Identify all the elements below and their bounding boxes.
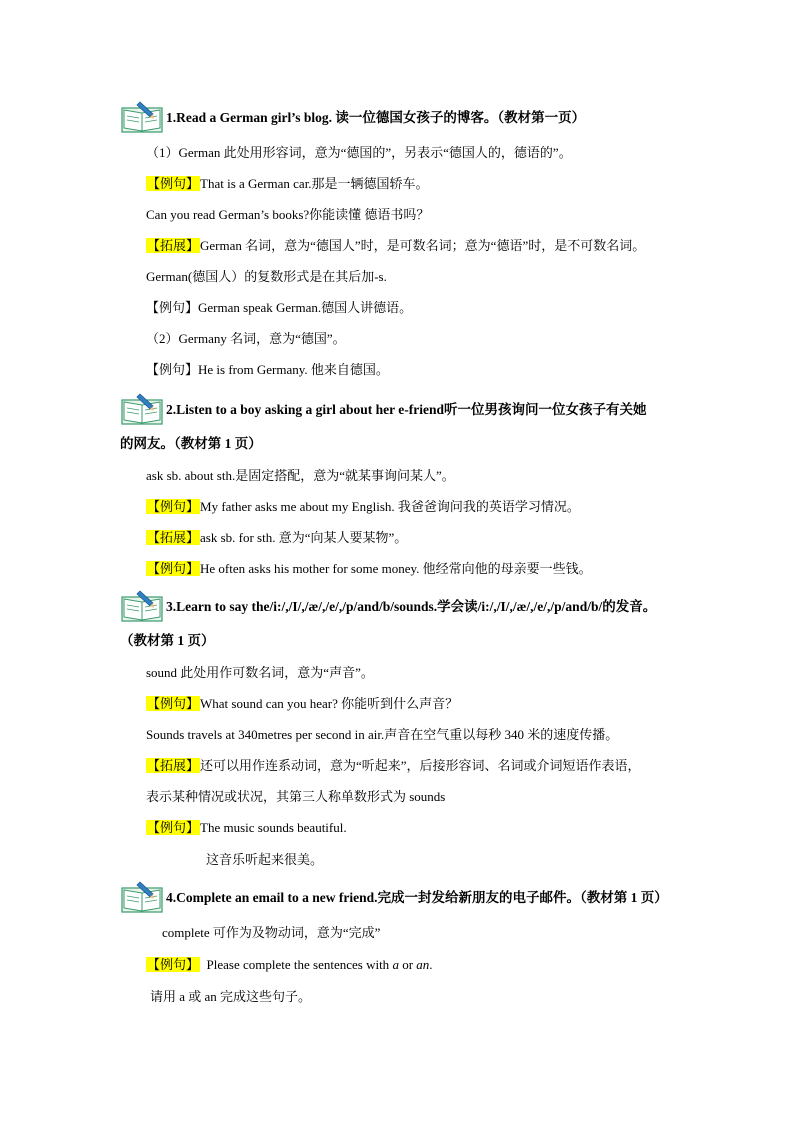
example-tag: 【例句】	[147, 820, 200, 835]
example-tag: 【例句】	[146, 362, 199, 377]
book-pencil-icon	[120, 98, 164, 134]
section-4-line-2: 【例句】 Please complete the sentences with a or an.	[147, 957, 433, 972]
example-tag: 【例句】	[147, 176, 200, 191]
section-2-line-3: 【拓展】ask sb. for sth. 意为“向某人要某物”。	[147, 530, 408, 545]
example-tag: 【例句】	[147, 957, 200, 972]
section-1-line-5: German(德国人）的复数形式是在其后加-s.	[146, 269, 387, 284]
section-3-line-7: 这音乐听起来很美。	[206, 852, 324, 867]
book-pencil-icon	[120, 587, 164, 623]
section-1-heading: 1.Read a German girl’s blog. 读一位德国女孩子的博客。（教材第一页）	[166, 110, 586, 125]
section-3-line-5: 表示某种情况或状况，其第三人称单数形式为 sounds	[146, 789, 446, 804]
section-1-line-7: （2）Germany 名词，意为“德国”。	[146, 331, 346, 346]
section-3-line-2: 【例句】What sound can you hear? 你能听到什么声音？	[147, 696, 459, 711]
section-4-line-1: complete 可作为及物动词，意为“完成”	[162, 925, 381, 940]
section-3-heading: 3.Learn to say the/i:/,/I/,/æ/,/e/,/p/and/b/sounds.学会读/i:/,/I/,/æ/,/e/,/p/and/b/的发音。	[166, 599, 657, 614]
example-tag: 【例句】	[147, 561, 200, 576]
extension-tag: 【拓展】	[147, 530, 200, 545]
book-pencil-icon	[120, 878, 164, 914]
section-1-line-3: Can you read German’s books?你能读懂 德语书吗？	[146, 207, 430, 222]
section-2-heading-cont: 的网友。（教材第 1 页）	[120, 436, 262, 451]
section-1-line-6: 【例句】German speak German.德国人讲德语。	[146, 300, 413, 315]
section-3-heading-cont: （教材第 1 页）	[120, 633, 215, 648]
section-2-line-4: 【例句】He often asks his mother for some money. 他经常向他的母亲要一些钱。	[147, 561, 592, 576]
section-2-line-1: ask sb. about sth.是固定搭配，意为“就某事询问某人”。	[146, 468, 455, 483]
section-1-line-4: 【拓展】German 名词，意为“德国人”时，是可数名词；意为“德语”时，是不可数名词。	[147, 238, 646, 253]
section-2-line-2: 【例句】My father asks me about my English. 我爸爸询问我的英语学习情况。	[147, 499, 580, 514]
section-3-line-1: sound 此处用作可数名词，意为“声音”。	[146, 665, 374, 680]
section-3-line-4: 【拓展】还可以用作连系动词，意为“听起来”，后接形容词、名词或介词短语作表语，	[147, 758, 641, 773]
example-tag: 【例句】	[147, 499, 200, 514]
section-1-line-2: 【例句】That is a German car.那是一辆德国轿车。	[147, 176, 429, 191]
example-tag: 【例句】	[147, 696, 200, 711]
section-2-heading: 2.Listen to a boy asking a girl about her e-friend听一位男孩询问一位女孩子有关她	[166, 402, 647, 417]
section-3-line-3: Sounds travels at 340metres per second in air.声音在空气重以每秒 340 米的速度传播。	[146, 727, 619, 742]
section-1-line-8: 【例句】He is from Germany. 他来自德国。	[146, 362, 389, 377]
section-4-heading: 4.Complete an email to a new friend.完成一封发给新朋友的电子邮件。（教材第 1 页）	[166, 890, 668, 905]
extension-tag: 【拓展】	[147, 238, 200, 253]
section-3-line-6: 【例句】The music sounds beautiful.	[147, 820, 347, 835]
section-4-line-3: 请用 a 或 an 完成这些句子。	[150, 989, 312, 1004]
extension-tag: 【拓展】	[147, 758, 200, 773]
section-1-line-1: （1）German 此处用形容词，意为“德国的”，另表示“德国人的，德语的”。	[146, 145, 572, 160]
example-tag: 【例句】	[146, 300, 199, 315]
book-pencil-icon	[120, 390, 164, 426]
